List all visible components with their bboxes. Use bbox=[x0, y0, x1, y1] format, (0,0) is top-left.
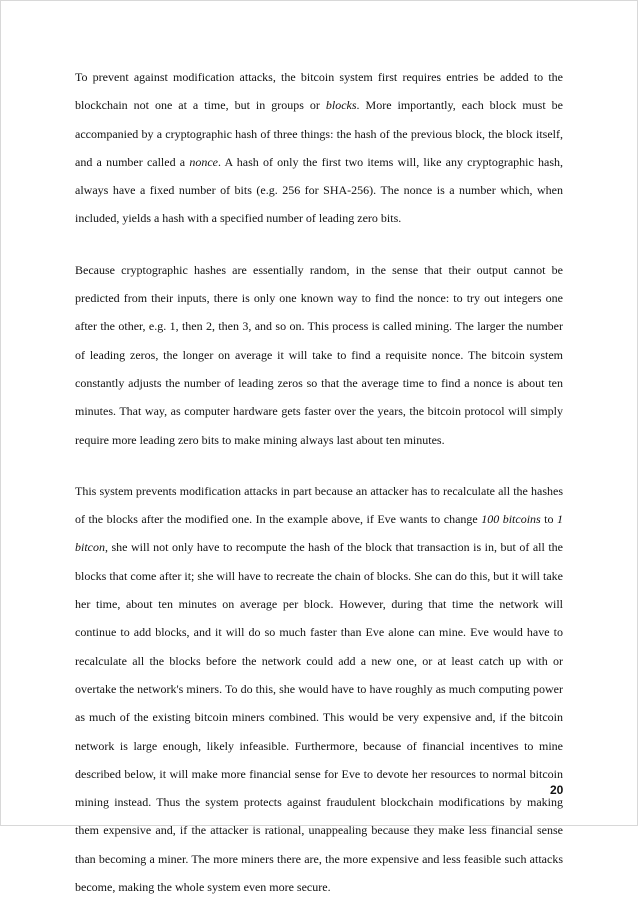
italic-text-run: 1 bitcon bbox=[75, 512, 563, 555]
paragraph bbox=[75, 477, 563, 901]
text-run: to bbox=[540, 512, 557, 527]
italic-text-run: nonce bbox=[189, 154, 218, 169]
page-number: 20 bbox=[550, 783, 564, 797]
text-run: This system prevents modification attacks in part because an attacker has to recalculate all the hashes of the blocks after the modified one. In the example above, if Eve wants to change bbox=[75, 483, 563, 527]
text-run: To prevent against modification attacks, the bitcoin system first requires entries be added to the blockchain not one at a time, but in groups or bbox=[75, 70, 563, 113]
text-run: . More importantly, each block must be accompanied by a cryptographic hash of three things: the hash of the previous block, the block itself, and a number called a bbox=[75, 98, 563, 169]
paragraph bbox=[75, 63, 563, 233]
italic-text-run: 100 bitcoins bbox=[481, 512, 541, 527]
text-run: , she will not only have to recompute the hash of the block that transaction is in, but of all the blocks that come after it; she will have to recreate the chain of blocks. She can do this, but it will take her time, about ten minutes on average per block. However, during that time the network will continue to add blocks, and it will do so much faster than Eve alone can mine. Eve would have to recalculate all the blocks before the network could add a new one, or at least catch up with or overtake the network's miners. To do this, she would have to have roughly as much computing power as much of the existing bitcoin miners combined. This would be very expensive and, if the bitcoin network is large enough, likely infeasible. Furthermore, because of financial incentives to mine described below, it will make more financial sense for Eve to devote her resources to normal bitcoin mining instead. Thus the system protects against fraudulent blockchain modifications by making them expensive and, if the attacker is rational, unappealing because they make less financial sense than becoming a miner. The more miners there are, the more expensive and less feasible such attacks become, making the whole system even more secure. bbox=[75, 540, 563, 895]
paragraph bbox=[75, 256, 563, 454]
text-run: Because cryptographic hashes are essentially random, in the sense that their output cannot be predicted from their inputs, there is only one known way to find the nonce: to try out integers one after the other, e.g. 1, then 2, then 3, and so on. This process is called mining. The larger the number of leading zeros, the longer on average it will take to find a requisite nonce. The bitcoin system constantly adjusts the number of leading zeros so that the average time to find a nonce is about ten minutes. That way, as computer hardware gets faster over the years, the bitcoin protocol will simply require more leading zero bits to make mining always last about ten minutes. bbox=[75, 262, 563, 447]
body-text bbox=[75, 63, 563, 901]
text-run: . A hash of only the first two items will, like any cryptographic hash, always have a fixed number of bits (e.g. 256 for SHA-256). The nonce is a number which, when included, yields a hash with a specified number of leading zero bits. bbox=[75, 154, 564, 226]
italic-text-run: blocks bbox=[325, 98, 357, 113]
